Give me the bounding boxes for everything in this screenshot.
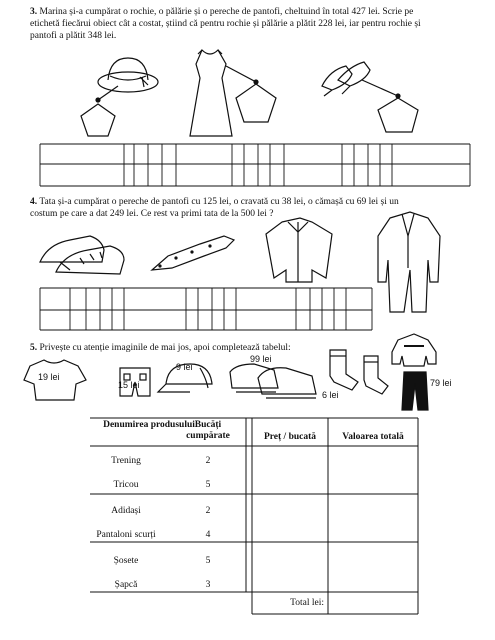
necktie-icon [152,236,234,270]
price-tag-tracksuit: 79 lei [430,378,452,388]
tracksuit-icon [392,334,436,410]
exercise-3-line-3: pantofi a plătit 348 lei. [30,31,117,41]
price-tag-tshirt: 19 lei [38,372,60,382]
total-answer-cell-2[interactable] [329,495,417,541]
exercise-5-text [30,342,330,354]
exercise-4-line-1: Tata și-a cumpărat o pereche de pantofi cu 125 lei, o cravată cu 38 lei, o cămașă cu 69 lei și un [39,197,399,207]
exercise-4-number: 4. [30,197,38,207]
total-label: Total lei: [290,598,324,608]
product-pieces-1: 5 [205,480,211,490]
suit-icon [378,212,440,312]
header-product: Denumirea produsului [103,420,195,430]
header-price: Preț / bucată [263,432,317,442]
total-answer-cell[interactable] [329,593,417,613]
exercise-3-line-1: Marina și-a cumpărat o rochie, o pălărie și o pereche de pantofi, cheltuind în total 427 lei. Scrie pe [39,7,414,17]
product-name-5: Șapcă [114,580,138,590]
price-tag-sneakers: 99 lei [250,354,272,364]
exercise-4-line-2: costum pe care a dat 249 lei. Ce rest va primi tata de la 500 lei ? [30,209,274,219]
product-name-2: Adidași [111,506,141,516]
hat-icon [81,58,158,136]
exercise-4-text [30,196,485,220]
product-name-1: Tricou [113,480,139,490]
product-pieces-2: 2 [205,506,211,516]
exercise-4-answer-grid [40,288,372,330]
dress-icon [190,50,276,136]
exercise-3-answer-grid [40,144,470,186]
shirt-icon [266,218,332,282]
product-name-3: Pantaloni scurți [96,530,156,540]
product-pieces-4: 5 [205,556,211,566]
product-name-0: Trening [111,456,141,466]
product-name-4: Șosete [113,556,139,566]
header-total: Valoarea totală [342,432,404,442]
price-tag-socks: 6 lei [322,390,339,400]
exercise-3-line-2: etichetă fiecărui obiect cât a costat, știind că pentru rochie și pălărie a plătit 228 lei, iar pentru rochie și [30,19,421,29]
header-pieces: Bucăți cumpărate [186,420,230,441]
product-pieces-3: 4 [205,530,211,540]
price-answer-cell-1[interactable] [253,447,327,493]
product-pieces-0: 2 [205,456,211,466]
exercise-5-number: 5. [30,343,38,353]
sneakers-icon [230,364,316,398]
exercise-3-number: 3. [30,7,38,17]
price-tag-shorts: 15 lei [118,380,140,390]
product-pieces-5: 3 [205,580,211,590]
total-answer-cell-1[interactable] [329,447,417,493]
total-answer-cell-3[interactable] [329,543,417,591]
price-tag-cap: 9 lei [176,362,193,372]
exercise-5-line-1: Privește cu atenție imaginile de mai jos, apoi completează tabelul: [39,343,291,353]
shoes-icon [322,62,418,132]
socks-icon [330,350,388,394]
price-answer-cell-3[interactable] [253,543,327,591]
price-answer-cell-2[interactable] [253,495,327,541]
shoe-pair-icon [40,236,124,274]
